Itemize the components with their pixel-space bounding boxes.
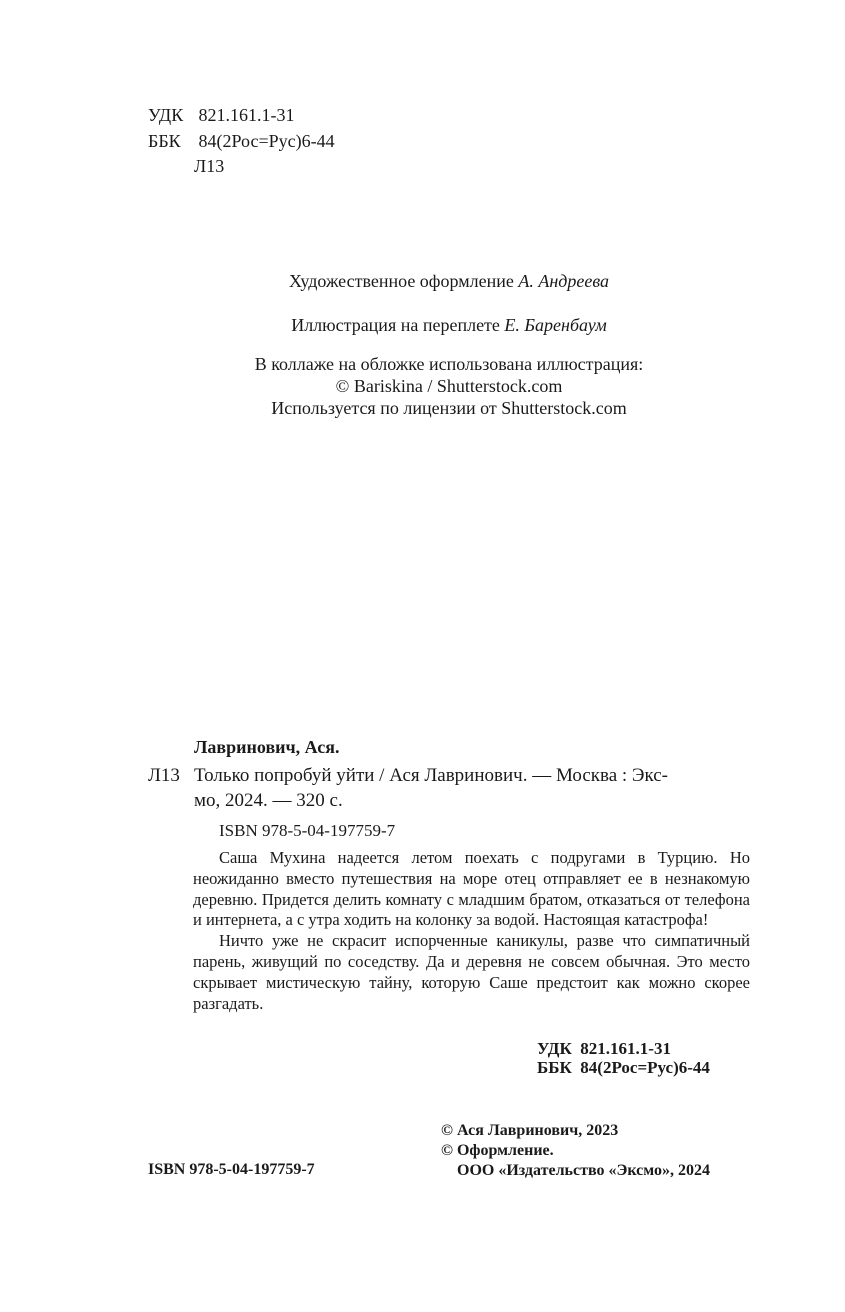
bib-title-line-2: мо, 2024. — 320 с. <box>194 790 343 811</box>
bbk-classification <box>148 129 335 153</box>
bib-isbn: ISBN 978-5-04-197759-7 <box>219 821 396 840</box>
illustration-credit-name: Е. Баренбаум <box>504 315 607 335</box>
copyright-author: © Ася Лавринович, 2023 <box>441 1122 619 1139</box>
illustration-credit <box>0 314 845 336</box>
annotation-paragraph-2: Ничто уже не скрасит испорченные каникулы, разве что симпатичный парень, живущий по соседству. Да и деревня не совсем обычная. Это место скрывает мистическую тайну, которую Саше предстоит как можно скорее разгадать. <box>193 931 750 1013</box>
design-credit <box>0 270 845 292</box>
bbk-value: 84(2Рос=Рус)6-44 <box>198 131 335 151</box>
bib-author: Лавринович, Ася. <box>194 737 340 757</box>
collage-line-1: В коллаже на обложке использована иллюстрация: <box>254 354 644 374</box>
bib-udk: УДК 821.161.1-31 <box>537 1039 671 1058</box>
bib-title-line-1: Только попробуй уйти / Ася Лавринович. — Москва : Экс- <box>194 765 668 786</box>
collage-line-2: © Bariskina / Shutterstock.com <box>335 376 563 396</box>
footer-isbn: ISBN 978-5-04-197759-7 <box>148 1161 315 1178</box>
annotation-paragraph-1: Саша Мухина надеется летом поехать с подругами в Турцию. Но неожиданно вместо путешествия на море отец отправляет ее в незнакомую деревню. Придется делить комнату с младшим братом, отказаться от телефона и интернета, а с утра ходить на колонку за водой. Настоящая катастрофа! <box>193 848 750 930</box>
copyright-publisher: ООО «Издательство «Эксмо», 2024 <box>457 1162 710 1179</box>
udk-classification <box>148 103 295 127</box>
design-credit-name: А. Андреева <box>518 271 610 291</box>
collage-line-3: Используется по лицензии от Shutterstock.com <box>271 398 627 418</box>
bbk-label: ББК <box>148 131 181 151</box>
copyright-design: © Оформление. <box>441 1142 554 1159</box>
udk-value: 821.161.1-31 <box>198 105 295 125</box>
illustration-credit-text: Иллюстрация на переплете <box>291 315 505 335</box>
collage-credit <box>0 353 845 419</box>
author-mark: Л13 <box>194 156 225 176</box>
design-credit-text: Художественное оформление <box>288 271 519 291</box>
annotation <box>193 848 750 1014</box>
bib-mark: Л13 <box>148 765 180 786</box>
bib-bbk: ББК 84(2Рос=Рус)6-44 <box>537 1058 710 1077</box>
udk-label: УДК <box>148 105 184 125</box>
